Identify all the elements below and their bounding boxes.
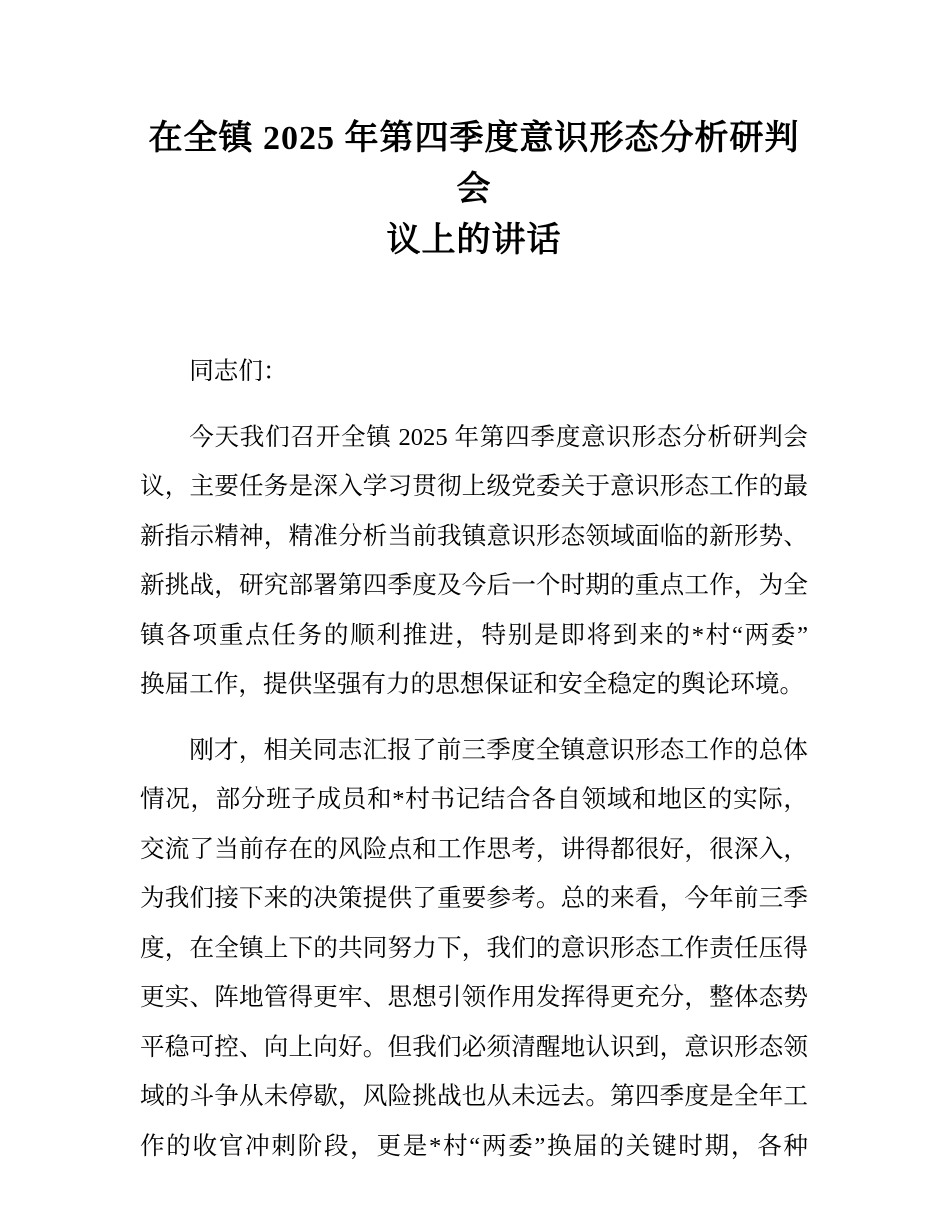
- text-line: 换届工作，提供坚强有力的思想保证和安全稳定的舆论环境。: [140, 671, 805, 698]
- text-line: 情况，部分班子成员和*村书记结合各自领域和地区的实际，: [140, 786, 808, 813]
- text-line: 新挑战，研究部署第四季度及今后一个时期的重点工作，为全: [140, 572, 808, 599]
- text-line: 议，主要任务是深入学习贯彻上级党委关于意识形态工作的最: [140, 473, 808, 500]
- text-line: 作的收官冲刺阶段，更是*村“两委”换届的关键时期，各种: [140, 1132, 808, 1160]
- document-content: [140, 0, 808, 1171]
- text-line: 镇各项重点任务的顺利推进，特别是即将到来的*村“两委”: [140, 621, 808, 649]
- text-line: 域的斗争从未停歇，风险挑战也从未远去。第四季度是全年工: [140, 1083, 808, 1110]
- text-line: 度，在全镇上下的共同努力下，我们的意识形态工作责任压得: [140, 934, 808, 962]
- salutation-line: 同志们：: [189, 358, 288, 385]
- text-line: 刚才，相关同志汇报了前三季度全镇意识形态工作的总体: [189, 736, 808, 764]
- text-line: 平稳可控、向上向好。但我们必须清醒地认识到，意识形态领: [140, 1033, 808, 1061]
- title-line-1: 在全镇 2025 年第四季度意识形态分析研判会: [148, 120, 800, 208]
- title-line-2: 议上的讲话: [386, 222, 562, 259]
- text-line: 交流了当前存在的风险点和工作思考，讲得都很好，很深入，: [140, 835, 808, 863]
- document-title: [140, 113, 808, 266]
- text-line: 新指示精神，精准分析当前我镇意识形态领域面临的新形势、: [140, 522, 808, 550]
- paragraph-1: [140, 413, 808, 710]
- document-body: [140, 347, 808, 1171]
- text-line: 更实、阵地管得更牢、思想引领作用发挥得更充分，整体态势: [140, 984, 808, 1011]
- paragraph-2: [140, 726, 808, 1172]
- text-line: 为我们接下来的决策提供了重要参考。总的来看，今年前三季: [140, 885, 808, 912]
- salutation: [140, 347, 808, 397]
- text-line: 今天我们召开全镇 2025 年第四季度意识形态分析研判会: [189, 423, 808, 451]
